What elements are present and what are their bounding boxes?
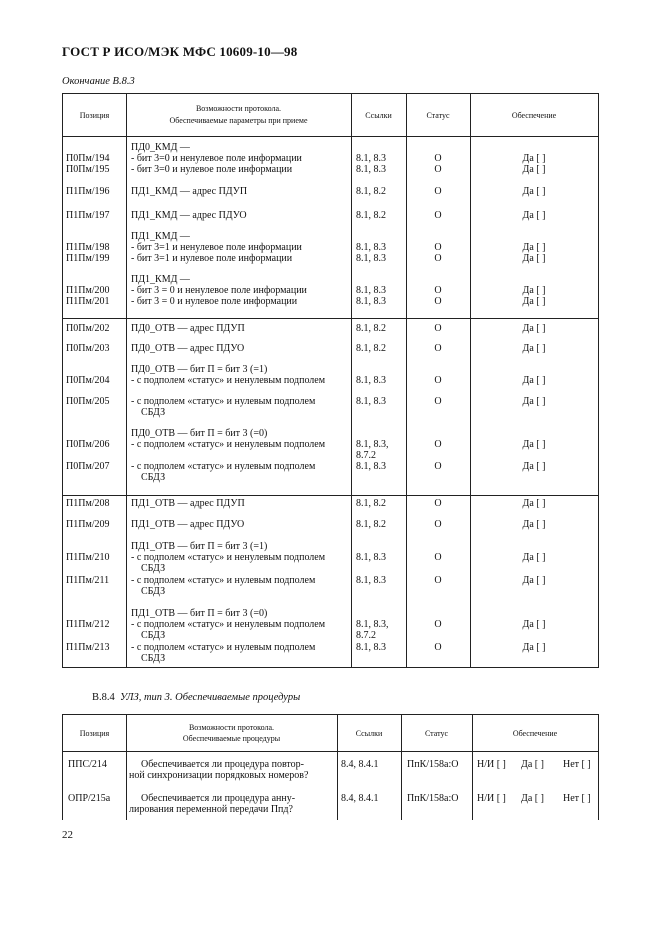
row-description: - с подполем «статус» и нулевым подполем [131, 642, 316, 653]
row-status: О [434, 552, 442, 563]
row-reference: 8.1, 8.3 [356, 642, 386, 653]
header-capabilities-line1: Возможности протокола. [188, 723, 275, 732]
row-description: - с подполем «статус» и нулевым подполем [131, 575, 316, 586]
row-description: ПД1_КМД — адрес ПДУП [131, 186, 248, 197]
row-support: Да [ ] [522, 296, 546, 307]
row-support: Да [ ] [522, 285, 546, 296]
row-description: ПД1_ОТВ — бит П = бит 3 (=0) [131, 608, 268, 619]
row-status: О [434, 323, 442, 334]
row-reference: 8.1, 8.3 [356, 375, 386, 386]
row-reference: 8.4, 8.4.1 [341, 759, 379, 770]
row-reference: 8.1, 8.3 [356, 396, 386, 407]
row-support-no: Нет [ ] [563, 793, 591, 804]
row-description-line2: лирования переменной передачи Ппд? [129, 804, 293, 815]
row-status: О [434, 253, 442, 264]
row-position: П1Пм/198 [66, 242, 110, 253]
row-support-yes: Да [ ] [521, 759, 544, 770]
header-position: Позиция [79, 111, 110, 120]
group-divider [63, 318, 598, 319]
row-reference: 8.1, 8.3, [356, 439, 389, 450]
header-refs: Ссылки [365, 111, 392, 120]
row-position: П0Пм/205 [66, 396, 110, 407]
row-description: - бит 3=1 и нулевое поле информации [131, 253, 293, 264]
row-reference: 8.1, 8.3 [356, 296, 386, 307]
row-status: О [434, 519, 442, 530]
row-reference: 8.1, 8.3 [356, 253, 386, 264]
row-description: - с подполем «статус» и ненулевым подполем [131, 439, 326, 450]
row-support: Да [ ] [522, 642, 546, 653]
header-status: Статус [426, 111, 450, 120]
row-position: П1Пм/212 [66, 619, 110, 630]
row-support: Да [ ] [522, 619, 546, 630]
row-position: П0Пм/203 [66, 343, 110, 354]
row-reference: 8.1, 8.2 [356, 186, 386, 197]
header-refs: Ссылки [355, 729, 383, 738]
parameters-table [62, 93, 599, 668]
row-description: - бит 3 = 0 и ненулевое поле информации [131, 285, 307, 296]
row-status: О [434, 642, 442, 653]
row-position: ППС/214 [68, 759, 107, 770]
row-status: ПпК/158а:О [407, 759, 459, 770]
header-position: Позиция [79, 729, 110, 738]
row-status: О [434, 242, 442, 253]
row-status: ПпК/158а:О [407, 793, 459, 804]
row-position: П0Пм/194 [66, 153, 110, 164]
row-description: СБДЗ [141, 653, 166, 664]
row-description: ПД0_ОТВ — бит П = бит 3 (=0) [131, 428, 268, 439]
row-support-na: Н/И [ ] [477, 793, 506, 804]
row-support: Да [ ] [522, 498, 546, 509]
procedures-table [62, 714, 599, 820]
section-heading [92, 692, 300, 703]
row-position: П1Пм/197 [66, 210, 110, 221]
row-position: П0Пм/206 [66, 439, 110, 450]
row-description: СБДЗ [141, 563, 166, 574]
row-position: П0Пм/207 [66, 461, 110, 472]
row-description: - бит 3=1 и ненулевое поле информации [131, 242, 302, 253]
row-description: - с подполем «статус» и ненулевым подполем [131, 619, 326, 630]
header-capabilities-line2: Обеспечиваемые процедуры [182, 734, 281, 743]
header-support: Обеспечение [511, 111, 557, 120]
row-support: Да [ ] [522, 164, 546, 175]
row-description: ПД0_ОТВ — бит П = бит 3 (=1) [131, 364, 268, 375]
row-description: - с подполем «статус» и нулевым подполем [131, 461, 316, 472]
row-support: Да [ ] [522, 242, 546, 253]
row-description: ПД1_КМД — [131, 274, 190, 285]
row-reference: 8.1, 8.2 [356, 498, 386, 509]
row-status: О [434, 619, 442, 630]
row-support: Да [ ] [522, 253, 546, 264]
row-status: О [434, 575, 442, 586]
row-reference: 8.1, 8.2 [356, 210, 386, 221]
row-description-line1: Обеспечивается ли процедура анну- [141, 793, 296, 804]
row-status: О [434, 186, 442, 197]
row-reference: 8.1, 8.2 [356, 519, 386, 530]
row-reference: 8.1, 8.2 [356, 343, 386, 354]
row-description: ПД0_ОТВ — адрес ПДУО [131, 343, 245, 354]
row-status: О [434, 164, 442, 175]
row-reference: 8.1, 8.3 [356, 461, 386, 472]
row-support: Да [ ] [522, 519, 546, 530]
row-description: СБДЗ [141, 586, 166, 597]
group-divider [63, 495, 598, 496]
row-position: П1Пм/213 [66, 642, 110, 653]
row-description: СБДЗ [141, 407, 166, 418]
row-position: П1Пм/211 [66, 575, 110, 586]
row-support-no: Нет [ ] [563, 759, 591, 770]
row-description: - с подполем «статус» и ненулевым подполем [131, 375, 326, 386]
document-header: ГОСТ Р ИСО/МЭК МФС 10609-10—98 [62, 44, 298, 59]
row-support-yes: Да [ ] [521, 793, 544, 804]
row-support: Да [ ] [522, 186, 546, 197]
row-reference: 8.1, 8.3 [356, 575, 386, 586]
row-status: О [434, 210, 442, 221]
row-status: О [434, 461, 442, 472]
row-status: О [434, 296, 442, 307]
row-support: Да [ ] [522, 461, 546, 472]
row-support: Да [ ] [522, 439, 546, 450]
row-description: - с подполем «статус» и ненулевым подполем [131, 552, 326, 563]
row-description: - бит 3 = 0 и нулевое поле информации [131, 296, 298, 307]
row-description-line1: Обеспечивается ли процедура повтор- [141, 759, 304, 770]
section-title: УЛЗ, тип 3. Обеспечиваемые процедуры [120, 692, 301, 703]
row-position: П1Пм/208 [66, 498, 110, 509]
row-reference: 8.1, 8.3, [356, 619, 389, 630]
row-support: Да [ ] [522, 375, 546, 386]
row-description: СБДЗ [141, 630, 166, 641]
row-reference: 8.1, 8.3 [356, 552, 386, 563]
row-status: О [434, 343, 442, 354]
row-support: Да [ ] [522, 210, 546, 221]
row-reference: 8.1, 8.3 [356, 153, 386, 164]
table-continuation-caption: Окончание В.8.3 [62, 76, 135, 87]
row-position: П1Пм/200 [66, 285, 110, 296]
row-reference: 8.7.2 [356, 630, 376, 641]
row-support: Да [ ] [522, 323, 546, 334]
row-description: - с подполем «статус» и нулевым подполем [131, 396, 316, 407]
row-support-na: Н/И [ ] [477, 759, 506, 770]
row-description: ПД0_КМД — [131, 142, 190, 153]
header-capabilities-line2: Обеспечиваемые параметры при приеме [169, 116, 308, 125]
row-reference: 8.1, 8.3 [356, 285, 386, 296]
row-status: О [434, 439, 442, 450]
header-capabilities-line1: Возможности протокола. [195, 104, 282, 113]
col-divider [126, 94, 127, 667]
row-description: - бит 3=0 и нулевое поле информации [131, 164, 293, 175]
row-description: СБДЗ [141, 472, 166, 483]
row-description: ПД1_ОТВ — адрес ПДУП [131, 498, 245, 509]
row-description: ПД1_КМД — [131, 231, 190, 242]
row-position: П0Пм/204 [66, 375, 110, 386]
header-divider [63, 136, 598, 137]
page-number: 22 [62, 829, 73, 841]
row-description: ПД1_КМД — адрес ПДУО [131, 210, 247, 221]
row-position: П1Пм/196 [66, 186, 110, 197]
row-reference: 8.7.2 [356, 450, 376, 461]
header-divider [63, 751, 598, 752]
row-description: ПД0_ОТВ — адрес ПДУП [131, 323, 245, 334]
row-position: П0Пм/202 [66, 323, 110, 334]
row-support: Да [ ] [522, 396, 546, 407]
row-reference: 8.1, 8.3 [356, 164, 386, 175]
header-support: Обеспечение [512, 729, 558, 738]
row-description: - бит 3=0 и ненулевое поле информации [131, 153, 302, 164]
section-number: В.8.4 [92, 692, 115, 703]
row-status: О [434, 285, 442, 296]
col-divider [351, 94, 352, 667]
row-reference: 8.1, 8.2 [356, 323, 386, 334]
row-status: О [434, 153, 442, 164]
header-status: Статус [424, 729, 449, 738]
row-support: Да [ ] [522, 552, 546, 563]
row-reference: 8.4, 8.4.1 [341, 793, 379, 804]
row-description: ПД1_ОТВ — адрес ПДУО [131, 519, 245, 530]
row-description-line2: ной синхронизации порядковых номеров? [129, 770, 309, 781]
row-position: П1Пм/210 [66, 552, 110, 563]
row-position: ОПР/215а [68, 793, 111, 804]
row-support: Да [ ] [522, 575, 546, 586]
row-position: П1Пм/201 [66, 296, 110, 307]
row-support: Да [ ] [522, 343, 546, 354]
row-position: П0Пм/195 [66, 164, 110, 175]
row-status: О [434, 375, 442, 386]
row-description: ПД1_ОТВ — бит П = бит 3 (=1) [131, 541, 268, 552]
row-status: О [434, 498, 442, 509]
row-status: О [434, 396, 442, 407]
row-reference: 8.1, 8.3 [356, 242, 386, 253]
row-position: П1Пм/209 [66, 519, 110, 530]
row-position: П1Пм/199 [66, 253, 110, 264]
row-support: Да [ ] [522, 153, 546, 164]
